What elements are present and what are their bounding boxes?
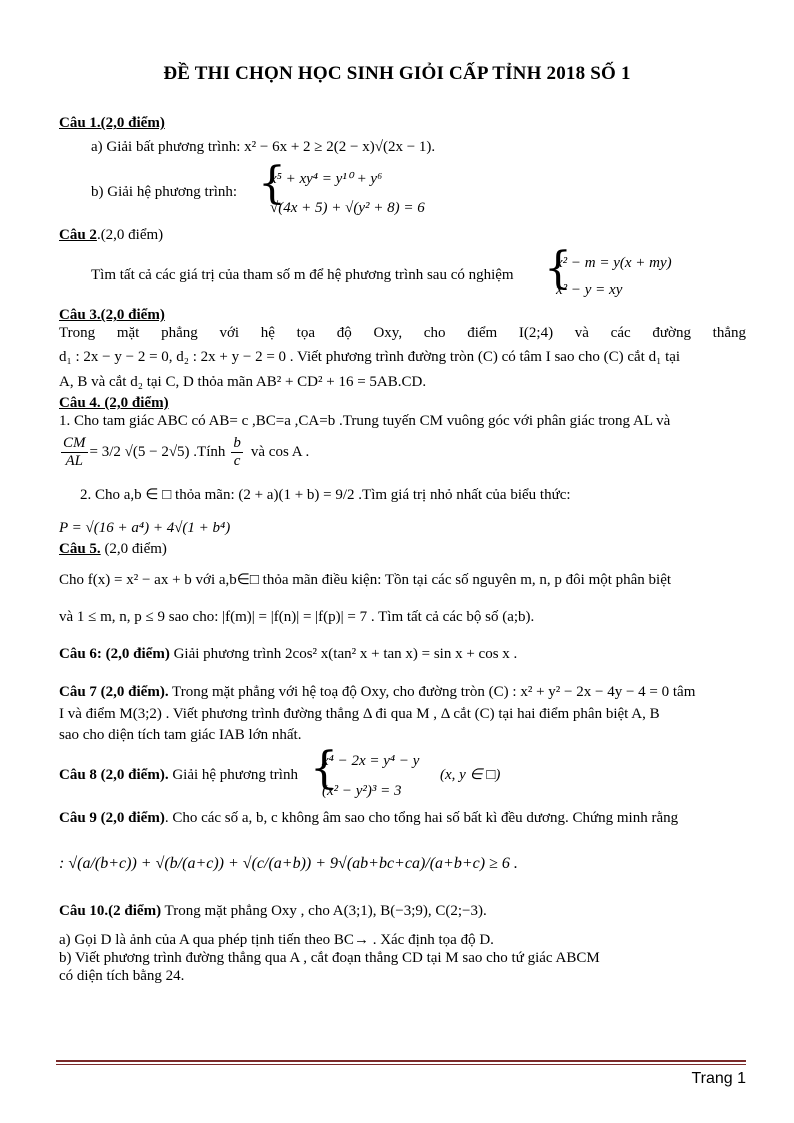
q5-line1: Cho f(x) = x² − ax + b với a,b∈□ thỏa mãn điều kiện: Tồn tại các số nguyên m, n, p đôi một phân biệt: [59, 572, 672, 588]
footer-rule-thick: [56, 1060, 746, 1062]
q2-system-eq2: x² − y = xy: [556, 282, 623, 298]
q4-frac2-num: b: [233, 434, 241, 451]
q5-heading-points: (2,0 điểm): [100, 541, 167, 557]
q1-heading: Câu 1.(2,0 điểm): [59, 115, 165, 131]
q5-heading-label: Câu 5.: [59, 541, 101, 557]
q8-text: Giải hệ phương trình: [168, 767, 298, 783]
q4-heading: Câu 4. (2,0 điểm): [59, 395, 169, 411]
q8-system-eq2: (x² − y²)³ = 3: [322, 783, 402, 799]
q1-system-brace: {: [258, 158, 286, 209]
q4-part1-equation: = 3/2 √(5 − 2√5) .Tính: [89, 444, 226, 460]
q4-part2-line: 2. Cho a,b ∈ □ thỏa mãn: (2 + a)(1 + b) = 9/2 .Tìm giá trị nhỏ nhất của biểu thức:: [80, 487, 571, 503]
page-title: ĐỀ THI CHỌN HỌC SINH GIỎI CẤP TỈNH 2018 SỐ 1: [163, 63, 631, 84]
q4-part1-line2: [59, 432, 309, 472]
q4-cm-al-fraction: [61, 435, 88, 470]
q4-b-c-fraction: [231, 435, 243, 470]
q1-part-b-label: b) Giải hệ phương trình:: [91, 184, 238, 200]
q8-heading: Câu 8 (2,0 điểm).: [59, 767, 169, 783]
q7-line2: I và điểm M(3;2) . Viết phương trình đường thẳng Δ đi qua M , Δ cắt (C) tại hai điểm phân biệt A, B: [59, 706, 660, 722]
q4-frac-num: CM: [63, 434, 86, 451]
q7-line3: sao cho diện tích tam giác IAB lớn nhất.: [59, 727, 302, 743]
q9-heading: Câu 9 (2,0 điểm): [59, 810, 165, 826]
q9-text: . Cho các số a, b, c không âm sao cho tổng hai số bất kì đều dương. Chứng minh rằng: [164, 810, 679, 826]
q4-frac-den: AL: [65, 452, 83, 469]
q6-text: Giải phương trình 2cos² x(tan² x + tan x) = sin x + cos x .: [169, 646, 518, 662]
q8-domain: (x, y ∈ □): [440, 767, 501, 783]
q4-part2-expression: P = √(16 + a⁴) + 4√(1 + b⁴): [59, 520, 231, 536]
q7-text1: Trong mặt phẳng với hệ toạ độ Oxy, cho đường tròn (C) : x² + y² − 2x − 4y − 4 = 0 tâm: [168, 684, 696, 700]
q2-heading-points: .(2,0 điểm): [96, 227, 164, 243]
q10-part-b-line1: b) Viết phương trình đường thẳng qua A , cắt đoạn thẳng CD tại M sao cho tứ giác ABCM: [59, 950, 600, 966]
q10-part-b-line2: có diện tích bằng 24.: [59, 968, 185, 984]
q2-system-eq1: x² − m = y(x + my): [556, 255, 672, 271]
q7-line1: [59, 683, 695, 701]
q3-line3: A, B và cắt d₂ tại C, D thỏa mãn AB² + CD² + 16 = 5AB.CD.: [59, 374, 427, 390]
q1-part-a: a) Giải bất phương trình: x² − 6x + 2 ≥ 2(2 − x)√(2x − 1).: [91, 139, 436, 155]
q9-expression: : √(a/(b+c)) + √(b/(a+c)) + √(c/(a+b)) + 9√(ab+bc+ca)/(a+b+c) ≥ 6 .: [59, 855, 518, 872]
q3-heading: Câu 3.(2,0 điểm): [59, 307, 165, 323]
page-number: Trang 1: [691, 1070, 746, 1087]
q1-system-eq1: x⁵ + xy⁴ = y¹⁰ + y⁶: [270, 171, 383, 187]
q5-heading: [59, 540, 167, 558]
q2-heading-label: Câu 2: [59, 227, 97, 243]
q7-heading: Câu 7 (2,0 điểm).: [59, 684, 169, 700]
q4-part1-tail: và cos A .: [250, 444, 310, 460]
q10-line1: [59, 902, 487, 920]
q8-system-brace: {: [310, 743, 338, 794]
q10-heading: Câu 10.(2 điểm): [59, 903, 162, 919]
q2-text: Tìm tất cả các giá trị của tham số m để hệ phương trình sau có nghiệm: [91, 267, 514, 283]
q9-line1: [59, 809, 678, 827]
q5-line2: và 1 ≤ m, n, p ≤ 9 sao cho: |f(m)| = |f(n)| = |f(p)| = 7 . Tìm tất cả các bộ số (a;b).: [59, 609, 535, 625]
q2-heading: [59, 226, 163, 244]
q6-heading: Câu 6: (2,0 điểm): [59, 646, 170, 662]
q4-part1-line1: 1. Cho tam giác ABC có AB= c ,BC=a ,CA=b .Trung tuyến CM vuông góc với phân giác trong AL và: [59, 413, 671, 429]
q3-line2: d₁ : 2x − y − 2 = 0, d₂ : 2x + y − 2 = 0 . Viết phương trình đường tròn (C) có tâm I sao cho (C) cắt d₁ tại: [59, 349, 681, 365]
q2-system-brace: {: [544, 243, 572, 294]
q6-line: [59, 645, 517, 663]
footer-rule-thin: [56, 1064, 746, 1065]
q4-frac2-den: c: [233, 452, 241, 469]
q1-system-eq2: √(4x + 5) + √(y² + 8) = 6: [270, 200, 425, 216]
q10-part-a: a) Gọi D là ảnh của A qua phép tịnh tiến theo BC→ . Xác định tọa độ D.: [59, 932, 494, 948]
q8-system-eq1: x⁴ − 2x = y⁴ − y: [322, 753, 420, 769]
q10-text: Trong mặt phẳng Oxy , cho A(3;1), B(−3;9), C(2;−3).: [161, 903, 487, 919]
q3-line1: Trong mặt phẳng với hệ tọa độ Oxy, cho điểm I(2;4) và các đường thẳng: [59, 325, 746, 341]
q8-line: [59, 766, 298, 784]
